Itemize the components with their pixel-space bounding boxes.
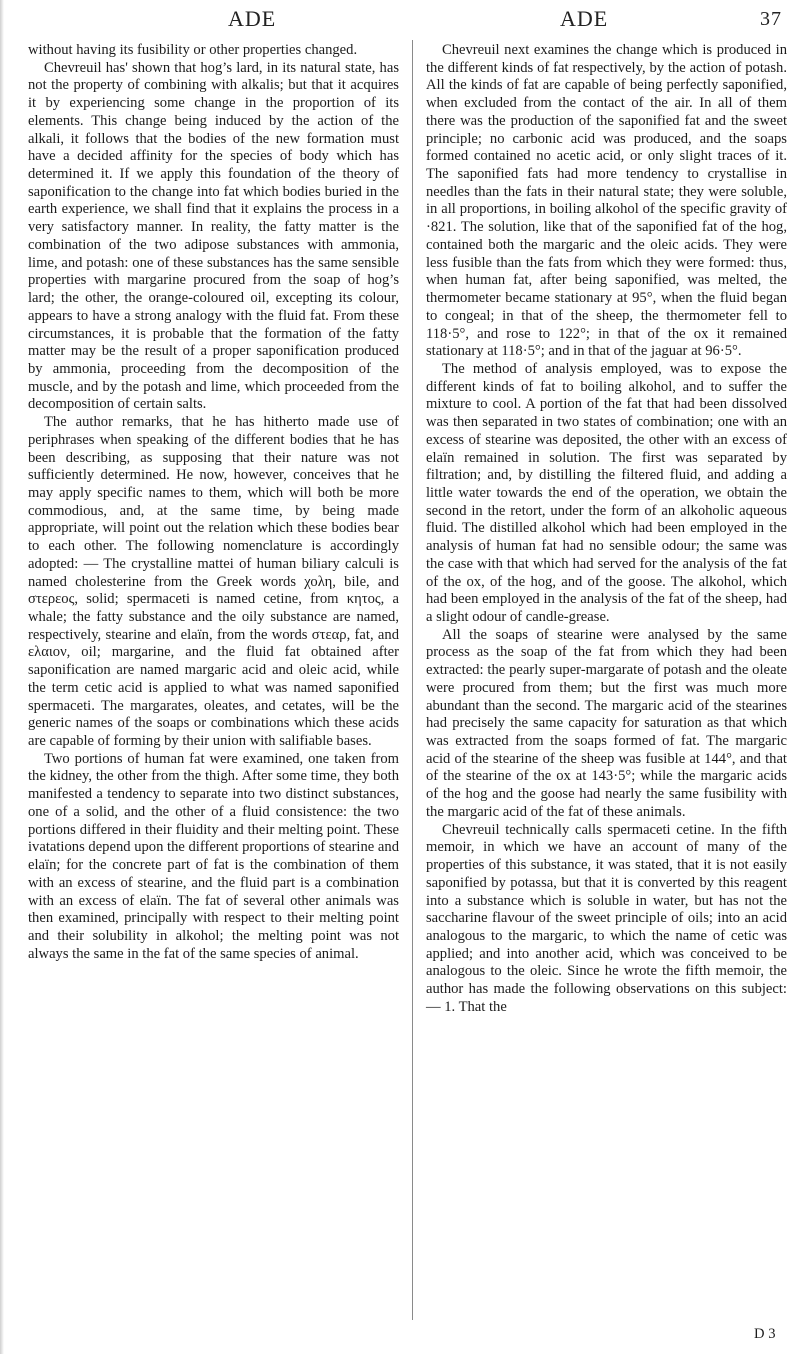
running-head-right: ADE xyxy=(560,6,609,31)
paragraph: Chevreuil technically calls spermaceti cetine. In the fifth memoir, in which we have an account of many of the properties of this substance, it was stated, that it is not easily saponified by potassa, but that it is converted by this reagent into a substance which is soluble in water, but has not the saccharine flavour of the sweet principle of oils; into an acid analogous to the margaric, to which the name of cetic was applied; and into another acid, which was conceived to be analogous to the oleic. Since he wrote the fifth memoir, the author has made the following observations on this subject: — 1. That the xyxy=(426,821,787,1015)
paragraph: Chevreuil next examines the change which is produced in the different kinds of fat respectively, by the action of potash. All the kinds of fat are capable of being perfectly saponified, when excluded from the contact of the air. In all of them there was the production of the saponified fat and the sweet principle; no carbonic acid was produced, and the soaps formed contained no acetic acid, or only slight traces of it. The saponified fats had more tendency to crystallise in needles than the fats in their natural state; they were soluble, in all proportions, in boiling alkohol of the specific gravity of ·821. The solution, like that of the saponified fat of the hog, contained both the margaric and the oleic acids. They were less fusible than the fats from which they were formed: thus, when human fat, after being saponified, was melted, the thermometer became stationary at 95°, when the fluid began to congeal; in that of the sheep, the thermometer fell to 118·5°, and rose to 122°; in that of the ox it remained stationary at 118·5°; and in that of the jaguar at 96·5°. xyxy=(426,42,787,360)
column-divider xyxy=(412,40,413,1320)
right-column xyxy=(426,42,787,1017)
paragraph: Two portions of human fat were examined, one taken from the kidney, the other from the thigh. After some time, they both manifested a tendency to separate into two distinct substances, one of a solid, and the other of a fluid consistence: the two portions differed in their fluidity and their melting point. These ivatations depend upon the different proportions of stearine and elaïn; for the concrete part of fat is the combination of them with an excess of stearine, and the fluid part is a combination with an excess of elaïn. The fat of several other animals was then examined, principally with respect to their melting point and their solubility in alkohol; the melting point was not always the same in the fat of the same species of animal. xyxy=(28,750,399,962)
paragraph: The method of analysis employed, was to expose the different kinds of fat to boiling alkohol, and to suffer the mixture to cool. A portion of the fat that had been dissolved was then separated in two states of combination; one with an excess of stearine was deposited, the other with an excess of elaïn remained in solution. The first was separated by filtration; and, by distilling the filtered fluid, and adding a little water towards the end of the operation, we obtain the second in the retort, under the form of an alkoholic aqueous fluid. The distilled alkohol which had been employed in the analysis of human fat had no sensible odour; the same was the case with that which had served for the analysis of the fat of the ox, of the hog, and of the goose. The alkohol, which had been employed in the analysis of the fat of the sheep, had a slight odour of candle-grease. xyxy=(426,360,787,625)
paragraph: without having its fusibility or other properties changed. xyxy=(28,42,358,58)
page-edge-shadow xyxy=(0,0,4,1354)
left-column xyxy=(28,42,399,963)
signature-mark: D 3 xyxy=(754,1326,776,1342)
running-head-left: ADE xyxy=(228,6,277,31)
paragraph: All the soaps of stearine were analysed by the same process as the soap of the fat from which they had been extracted: the pearly super-margarate of potash and the oleate were procured from them; but the first was much more abundant than the second. The margaric acid of the stearines had precisely the same capacity for saturation as that which was extracted from the soaps formed of fat. The margaric acid of the stearine of the sheep was fusible at 144°, and that of the stearine of the ox at 143·5°; while the margaric acids of the hog and the goose had nearly the same fusibility with the margaric acid of the fat of these animals. xyxy=(426,626,787,820)
page-number: 37 xyxy=(760,8,782,30)
paragraph: Chevreuil has' shown that hog’s lard, in its natural state, has not the property of combining with alkalis; but that it acquires it by experiencing some change in the proportion of its elements. This change being induced by the action of the alkali, it follows that the bodies of the new formation must have a decided affinity for the species of body which has determined it. If we apply this foundation of the theory of saponification to the change into fat which bodies buried in the earth experience, we shall find that it explains the process in a very satisfactory manner. In reality, the fatty matter is the combination of the two adipose substances with ammonia, lime, and potash: one of these substances has the same sensible properties with margarine procured from the soap of hog’s lard; the other, the orange-coloured oil, excepting its colour, appears to have a strong analogy with the fluid fat. From these circumstances, it is probable that the formation of the fatty matter may be the result of a proper saponification produced by ammonia, proceeding from the decomposition of the muscle, and by the potash and lime, which proceeded from the decomposition of certain salts. xyxy=(28,59,399,413)
paragraph: The author remarks, that he has hitherto made use of periphrases when speaking of the different bodies that he has been describing, as supposing that their nature was not sufficiently determined. He now, however, conceives that he may apply specific names to them, which will both be more commodious, and, at the same time, by being made appropriate, will point out the relation which these bodies bear to each other. The following nomenclature is accordingly adopted: — The crystalline mattei of human biliary calculi is named cholesterine from the Greek words χολη, bile, and στερεος, solid; spermaceti is named cetine, from κητος, a whale; the fatty substance and the oily substance are named, respectively, stearine and elaïn, from the words στεαρ, fat, and ελαιον, oil; margarine, and the fluid fat obtained after saponification are named margaric acid and oleic acid, while the term cetic acid is applied to what was named saponified spermaceti. The margarates, oleates, and cetates, will be the generic names of the soaps or combinations which these acids are capable of forming by their union with salifiable bases. xyxy=(28,414,399,750)
